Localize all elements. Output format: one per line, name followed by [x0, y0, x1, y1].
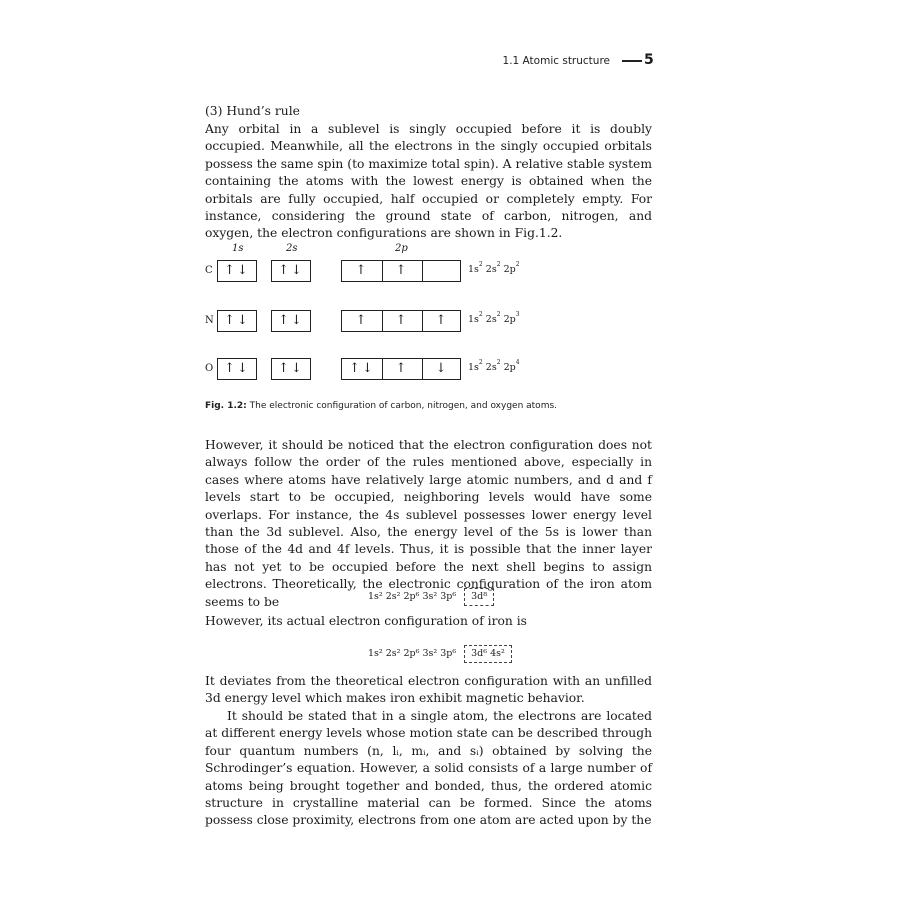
- config-term: 2p: [503, 314, 516, 325]
- label-2p: 2p: [395, 243, 408, 254]
- orbital-box-1s: [217, 310, 257, 332]
- paragraph-text: It should be stated that in a single atom, the electrons are located at different energy levels whose motion state can be described through four quantum numbers (n, lᵢ, mᵢ, and sᵢ) obtained by solving the Schrodinger’s equation. However, a solid consists of a large number of atoms being brought together and bonded, thus, the ordered atomic structure in crystalline material can be formed. Since the atoms possess close proximity, electrons from one atom are acted upon by the: [205, 709, 652, 828]
- formula-boxed: 3d⁶ 4s²: [464, 645, 512, 663]
- running-header: [503, 55, 652, 67]
- formula-theoretical: [368, 588, 494, 606]
- caption-text: The electronic configuration of carbon, nitrogen, and oxygen atoms.: [249, 401, 558, 411]
- config-exponent: 2: [515, 261, 520, 268]
- formula-base: 1s² 2s² 2p⁶ 3s² 3p⁶: [368, 591, 457, 602]
- orbital-cell: ↑: [382, 311, 423, 331]
- config-exponent: 2: [496, 311, 501, 318]
- config-term: 2s: [485, 314, 497, 325]
- page-number: 5: [644, 52, 654, 68]
- element-symbol: C: [205, 265, 213, 276]
- orbital-box-2s: [271, 260, 311, 282]
- config-exponent: 2: [478, 359, 483, 366]
- header-rule: [622, 60, 642, 62]
- config-exponent: 2: [478, 311, 483, 318]
- formula-actual: [368, 645, 512, 663]
- paragraph-actual: [205, 613, 652, 630]
- orbital-box-2s: [271, 310, 311, 332]
- config-exponent: 2: [496, 261, 501, 268]
- paragraph-text: It deviates from the theoretical electron configuration with an unfilled 3d energy level which makes iron exhibit magnetic behavior.: [205, 674, 652, 706]
- orbital-box-2s: [271, 358, 311, 380]
- label-2s: 2s: [286, 243, 298, 254]
- electron-arrows: ↑↓: [278, 313, 304, 328]
- config-term: 1s: [468, 314, 479, 325]
- element-symbol: O: [205, 363, 214, 374]
- orbital-cell: ↑: [435, 313, 449, 328]
- paragraph-deviation: [205, 673, 652, 708]
- paragraph-hunds-rule: [205, 121, 652, 243]
- orbital-box-2p: [341, 358, 461, 380]
- element-symbol: N: [205, 315, 214, 326]
- config-term: 1s: [468, 264, 479, 275]
- electron-configuration: [468, 359, 520, 373]
- config-exponent: 4: [515, 359, 520, 366]
- config-term: 2s: [485, 264, 497, 275]
- electron-arrows: ↑↓: [278, 263, 304, 278]
- paragraph-text: However, its actual electron configuration of iron is: [205, 614, 527, 628]
- paragraph-quantum-numbers: [205, 708, 652, 830]
- orbital-box-2p: [341, 310, 461, 332]
- orbital-cell: [422, 261, 462, 281]
- orbital-cell: ↑: [342, 311, 383, 331]
- orbital-box-2p: [341, 260, 461, 282]
- orbital-cell: ↑: [382, 261, 423, 281]
- figure-caption: [205, 401, 557, 411]
- config-term: 2p: [503, 362, 516, 373]
- electron-configuration: [468, 311, 520, 325]
- config-term: 1s: [468, 362, 479, 373]
- config-exponent: 2: [478, 261, 483, 268]
- config-exponent: 3: [515, 311, 520, 318]
- electron-arrows: ↑↓: [224, 361, 250, 376]
- config-exponent: 2: [496, 359, 501, 366]
- electron-arrows: ↑↓: [224, 263, 250, 278]
- config-term: 2p: [503, 264, 516, 275]
- electron-configuration: [468, 261, 520, 275]
- orbital-box-1s: [217, 358, 257, 380]
- formula-base: 1s² 2s² 2p⁶ 3s² 3p⁶: [368, 648, 457, 659]
- section-title: 1.1 Atomic structure: [502, 55, 610, 67]
- orbital-cell: ↑↓: [342, 359, 383, 379]
- label-1s: 1s: [232, 243, 244, 254]
- formula-boxed: 3d⁸: [464, 588, 494, 606]
- orbital-cell: ↓: [435, 361, 449, 376]
- config-term: 2s: [485, 362, 497, 373]
- section-heading: (3) Hund’s rule: [205, 104, 300, 118]
- orbital-box-1s: [217, 260, 257, 282]
- paragraph-text: Any orbital in a sublevel is singly occupied before it is doubly occupied. Meanwhile, all the electrons in the singly occupied orbitals possess the same spin (to maximize total spin). A relative stable system containing the atoms with the lowest energy is obtained when the orbitals are fully occupied, half occupied or completely empty. For instance, considering the ground state of carbon, nitrogen, and oxygen, the electron configurations are shown in Fig.1.2.: [205, 122, 652, 241]
- orbital-cell: ↑: [382, 359, 423, 379]
- electron-arrows: ↑↓: [278, 361, 304, 376]
- paragraph-exceptions: [205, 437, 652, 611]
- paragraph-text: However, it should be noticed that the electron configuration does not always follow the order of the rules mentioned above, especially in cases where atoms have relatively large atomic numbers, and d and f levels start to be occupied, neighboring levels would have some overlaps. For instance, the 4s sublevel possesses lower energy level than the 3d sublevel. Also, the energy level of the 5s is lower than those of the 4d and 4f levels. Thus, it is possible that the inner layer has not yet to be occupied before the next shell begins to assign electrons. Theoretically, the electronic configuration of the iron atom seems to be: [205, 438, 652, 609]
- electron-arrows: ↑↓: [224, 313, 250, 328]
- caption-label: Fig. 1.2:: [205, 401, 247, 411]
- orbital-cell: ↑: [342, 261, 383, 281]
